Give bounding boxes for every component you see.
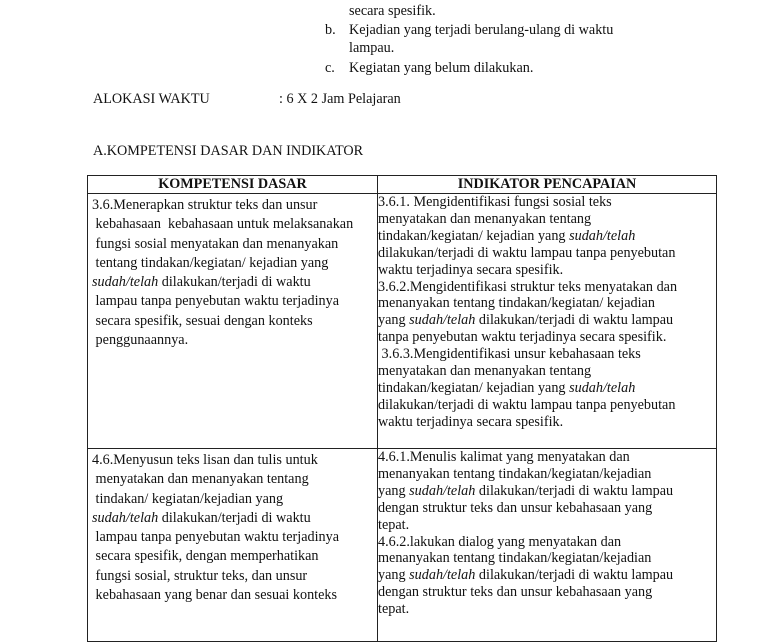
header-indikator-pencapaian: INDIKATOR PENCAPAIAN <box>378 176 717 194</box>
alokasi-label: ALOKASI WAKTU <box>93 91 210 107</box>
kd-line <box>92 547 373 566</box>
text-run: secara spesifik, dengan memperhatikan <box>92 548 319 565</box>
text-run: menyatakan dan menanyakan tentang <box>378 363 592 380</box>
indikator-cell <box>378 449 717 642</box>
indikator-text <box>378 194 716 431</box>
italic-term: sudah/telah <box>409 312 476 329</box>
italic-term: sudah/telah <box>569 379 636 396</box>
text-run: waktu terjadinya secara spesifik. <box>378 413 564 430</box>
indikator-line <box>378 449 716 466</box>
text-run: dilakukan/terjadi di waktu <box>158 274 311 291</box>
list-item-b-marker: b. <box>325 22 336 38</box>
text-run: yang <box>378 312 410 329</box>
list-item-continuation <box>349 2 436 20</box>
kd-text <box>88 449 377 605</box>
text-run: 4.6.Menyusun teks lisan dan tulis untuk <box>92 452 318 468</box>
italic-term: sudah/telah <box>92 509 159 526</box>
indikator-line <box>378 517 716 534</box>
text-run: kebahasaan yang benar dan sesuai konteks <box>92 587 338 604</box>
kd-line <box>92 470 373 489</box>
kd-cell <box>88 194 378 449</box>
italic-term: sudah/telah <box>409 567 476 584</box>
kd-line <box>92 331 373 350</box>
kd-line <box>92 490 373 509</box>
indikator-cell <box>378 194 717 449</box>
indikator-line <box>378 550 716 567</box>
text-run: 3.6.2.Mengidentifikasi struktur teks menyatakan dan <box>378 278 678 295</box>
indikator-text <box>378 449 716 618</box>
indikator-line <box>378 534 716 551</box>
kompetensi-table <box>87 175 717 642</box>
indikator-line <box>378 601 716 618</box>
text-run: menanyakan tentang tindakan/kegiatan/kejadian <box>378 550 652 567</box>
text-run: tindakan/kegiatan/ kejadian yang <box>378 227 570 244</box>
kd-text <box>88 194 377 350</box>
table-row <box>88 449 717 642</box>
kd-line <box>92 451 373 470</box>
indikator-line <box>378 567 716 584</box>
list-item-b-line1: Kejadian yang terjadi berulang-ulang di waktu <box>349 22 614 38</box>
kd-line <box>92 528 373 547</box>
text-run: 4.6.2.lakukan dialog yang menyatakan dan <box>378 533 622 550</box>
kd-line <box>92 586 373 605</box>
text-run: dilakukan/terjadi di waktu lampau <box>475 567 674 584</box>
header-kompetensi-dasar: KOMPETENSI DASAR <box>88 176 378 194</box>
text-run: fungsi sosial, struktur teks, dan unsur <box>92 567 308 584</box>
text-run: fungsi sosial menyatakan dan menanyakan <box>92 235 339 252</box>
text-run: dilakukan/terjadi di waktu lampau <box>475 482 674 499</box>
table-row <box>88 194 717 449</box>
alokasi-value: : 6 X 2 Jam Pelajaran <box>279 91 401 107</box>
list-item-text: secara spesifik. <box>349 3 436 19</box>
kd-cell <box>88 449 378 642</box>
indikator-line <box>378 279 716 296</box>
kd-line <box>92 567 373 586</box>
text-run: menyatakan dan menanyakan tentang <box>92 471 309 488</box>
text-run: menanyakan tentang tindakan/kegiatan/kejadian <box>378 465 652 482</box>
text-run: tindakan/kegiatan/ kejadian yang <box>378 379 570 396</box>
kd-line <box>92 273 373 292</box>
text-run: tentang tindakan/kegiatan/ kejadian yang <box>92 254 329 271</box>
indikator-line <box>378 312 716 329</box>
indikator-line <box>378 194 716 211</box>
italic-term: sudah/telah <box>409 482 476 499</box>
text-run: 3.6.3.Mengidentifikasi unsur kebahasaan teks <box>378 346 641 363</box>
text-run: dengan struktur teks dan unsur kebahasaan yang <box>378 499 653 516</box>
text-run: tepat. <box>378 516 410 533</box>
kd-line <box>92 254 373 273</box>
text-run: penggunaannya. <box>92 332 189 349</box>
text-run: lampau tanpa penyebutan waktu terjadinya <box>92 293 340 310</box>
indikator-line <box>378 414 716 431</box>
list-item-b-line2: lampau. <box>349 40 395 56</box>
italic-term: sudah/telah <box>569 227 636 244</box>
text-run: kebahasaan kebahasaan untuk melaksanakan <box>92 216 354 233</box>
kd-line <box>92 215 373 234</box>
text-run: dilakukan/terjadi di waktu lampau tanpa penyebutan <box>378 396 676 413</box>
text-run: dilakukan/terjadi di waktu <box>158 509 311 526</box>
text-run: yang <box>378 567 410 584</box>
indikator-line <box>378 211 716 228</box>
text-run: 3.6.1. Mengidentifikasi fungsi sosial teks <box>378 194 612 210</box>
text-run: yang <box>378 482 410 499</box>
indikator-line <box>378 500 716 517</box>
text-run: menanyakan tentang tindakan/kegiatan/ kejadian <box>378 295 655 312</box>
kd-line <box>92 196 373 215</box>
indikator-line <box>378 380 716 397</box>
italic-term: sudah/telah <box>92 274 159 291</box>
indikator-line <box>378 397 716 414</box>
text-run: dilakukan/terjadi di waktu lampau <box>475 312 674 329</box>
text-run: lampau tanpa penyebutan waktu terjadinya <box>92 529 340 546</box>
list-item-c-line1: Kegiatan yang belum dilakukan. <box>349 60 534 76</box>
section-title: A.KOMPETENSI DASAR DAN INDIKATOR <box>93 143 364 159</box>
text-run: tindakan/ kegiatan/kejadian yang <box>92 490 284 507</box>
text-run: secara spesifik, sesuai dengan konteks <box>92 312 313 329</box>
text-run: menyatakan dan menanyakan tentang <box>378 210 592 227</box>
indikator-line <box>378 245 716 262</box>
text-run: dilakukan/terjadi di waktu lampau tanpa penyebutan <box>378 244 676 261</box>
text-run: tanpa penyebutan waktu terjadinya secara spesifik. <box>378 329 667 346</box>
text-run: dengan struktur teks dan unsur kebahasaan yang <box>378 584 653 601</box>
table-header-row <box>88 176 717 194</box>
indikator-line <box>378 363 716 380</box>
text-run: waktu terjadinya secara spesifik. <box>378 261 564 278</box>
indikator-line <box>378 295 716 312</box>
indikator-line <box>378 466 716 483</box>
text-run: tepat. <box>378 601 410 618</box>
kd-line <box>92 509 373 528</box>
indikator-line <box>378 228 716 245</box>
indikator-line <box>378 346 716 363</box>
kd-line <box>92 235 373 254</box>
kd-line <box>92 312 373 331</box>
indikator-line <box>378 329 716 346</box>
indikator-line <box>378 483 716 500</box>
indikator-line <box>378 262 716 279</box>
list-item-c-marker: c. <box>325 60 335 76</box>
kd-line <box>92 292 373 311</box>
text-run: 4.6.1.Menulis kalimat yang menyatakan dan <box>378 449 630 465</box>
text-run: 3.6.Menerapkan struktur teks dan unsur <box>92 197 318 213</box>
indikator-line <box>378 584 716 601</box>
